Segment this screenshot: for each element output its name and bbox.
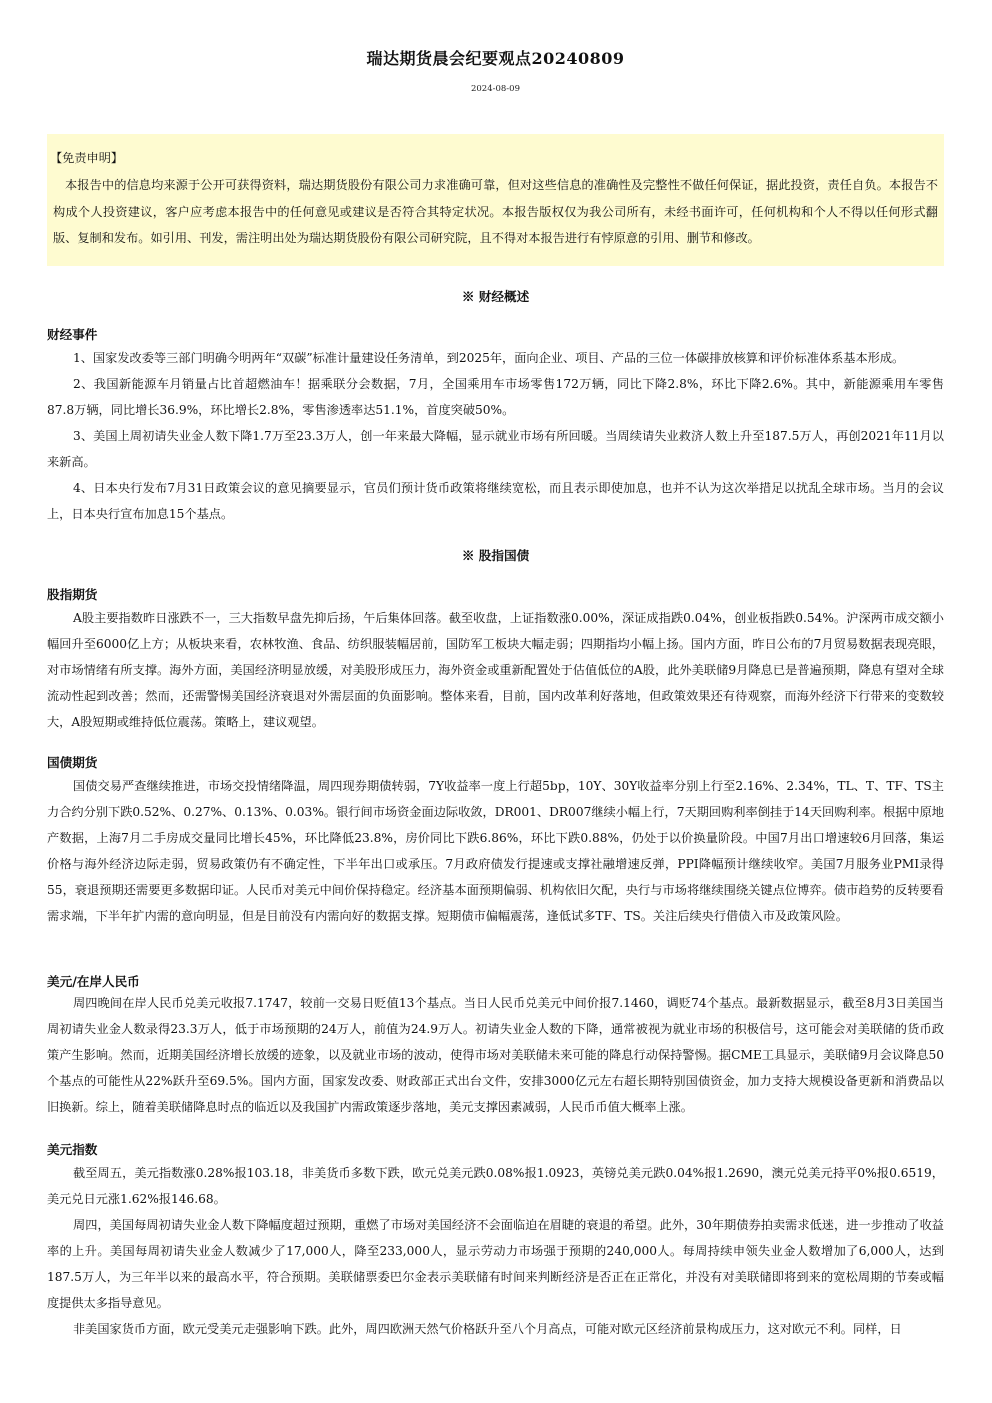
- usd-cny-text: 周四晚间在岸人民币兑美元收报7.1747，较前一交易日贬值13个基点。当日人民币兑美元中间价报7.1460，调贬74个基点。最新数据显示，截至8月3日美国当周初请失业金人数录得23.3万人，低于市场预期的24万人，前值为24.9万人。初请失业金人数的下降，通常被视为就业市场的积极信号，这可能会对美联储的货币政策产生影响。然而，近期美国经济增长放缓的迹象，以及就业市场的波动，使得市场对美联储未来可能的降息行动保持警惕。据CME工具显示，美联储9月会议降息50个基点的可能性从22%跃升至69.5%。国内方面，国家发改委、财政部正式出台文件，安排3000亿元左右超长期特别国债资金，加力支持大规模设备更新和消费品以旧换新。综上，随着美联储降息时点的临近以及我国扩内需政策逐步落地，美元支撑因素减弱，人民币币值大概率上涨。: [47, 996, 944, 1114]
- usd-index-heading: 美元指数: [47, 1142, 98, 1157]
- finance-event-item: 4、日本央行发布7月31日政策会议的意见摘要显示，官员们预计货币政策将继续宽松，而且表示即使加息，也并不认为这次举措足以扰乱全球市场。当月的会议上，日本央行宣布加息15个基点。: [47, 481, 944, 521]
- finance-events-heading: 财经事件: [47, 327, 98, 342]
- finance-event-item: 1、国家发改委等三部门明确今明两年“双碳”标准计量建设任务清单，到2025年，面向企业、项目、产品的三位一体碳排放核算和评价标准体系基本形成。: [73, 351, 905, 365]
- bond-futures-heading: 国债期货: [47, 755, 98, 770]
- usd-cny-heading: 美元/在岸人民币: [47, 974, 140, 989]
- disclaimer-box: [47, 134, 944, 266]
- disclaimer-text: 本报告中的信息均来源于公开可获得资料，瑞达期货股份有限公司力求准确可靠，但对这些信息的准确性及完整性不做任何保证，据此投资，责任自负。本报告不构成个人投资建议，客户应考虑本报告中的任何意见或建议是否符合其特定状况。本报告版权仅为我公司所有，未经书面许可，任何机构和个人不得以任何形式翻版、复制和发布。如引用、刊发，需注明出处为瑞达期货股份有限公司研究院，且不得对本报告进行有悖原意的引用、删节和修改。: [53, 178, 938, 245]
- usd-index-paragraph: 周四，美国每周初请失业金人数下降幅度超过预期，重燃了市场对美国经济不会面临迫在眉睫的衰退的希望。此外，30年期债券拍卖需求低迷，进一步推动了收益率的上升。美国每周初请失业金人数减少了17,000人，降至233,000人，显示劳动力市场强于预期的240,000人。每周持续申领失业金人数增加了6,000人，达到187.5万人，为三年半以来的最高水平，符合预期。美联储票委巴尔金表示美联储有时间来判断经济是否正在正常化，并没有对美联储即将到来的宽松周期的节奏或幅度提供太多指导意见。: [47, 1218, 944, 1310]
- disclaimer-title: 【免责申明】: [50, 151, 124, 165]
- finance-event-item: 2、我国新能源车月销量占比首超燃油车！据乘联分会数据，7月，全国乘用车市场零售172万辆，同比下降2.8%，环比下降2.6%。其中，新能源乘用车零售87.8万辆，同比增长36.9%，环比增长2.8%，零售渗透率达51.1%，首度突破50%。: [47, 377, 944, 417]
- section-finance-overview: ※ 财经概述: [461, 289, 530, 304]
- finance-event-item: 3、美国上周初请失业金人数下降1.7万至23.3万人，创一年来最大降幅，显示就业市场有所回暖。当周续请失业救济人数上升至187.5万人，再创2021年11月以来新高。: [47, 429, 944, 469]
- usd-index-paragraph: 非美国家货币方面，欧元受美元走强影响下跌。此外，周四欧洲天然气价格跃升至八个月高点，可能对欧元区经济前景构成压力，这对欧元不利。同样，日: [73, 1322, 902, 1336]
- report-title: 瑞达期货晨会纪要观点20240809: [366, 49, 625, 68]
- usd-index-paragraph: 截至周五，美元指数涨0.28%报103.18，非美货币多数下跌，欧元兑美元跌0.08%报1.0923，英镑兑美元跌0.04%报1.2690，澳元兑美元持平0%报0.6519，美元兑日元涨1.62%报146.68。: [47, 1166, 944, 1206]
- stock-futures-heading: 股指期货: [47, 587, 98, 602]
- stock-futures-text: A股主要指数昨日涨跌不一，三大指数早盘先抑后扬，午后集体回落。截至收盘，上证指数涨0.00%，深证成指跌0.04%，创业板指跌0.54%。沪深两市成交额小幅回升至6000亿上方；从板块来看，农林牧渔、食品、纺织服装幅居前，国防军工板块大幅走弱；四期指均小幅上扬。国内方面，昨日公布的7月贸易数据表现亮眼，对市场情绪有所支撑。海外方面，美国经济明显放缓，对美股形成压力，海外资金或重新配置处于估值低位的A股，此外美联储9月降息已是普遍预期，降息有望对全球流动性起到改善；然而，还需警惕美国经济衰退对外需层面的负面影响。整体来看，目前，国内改革利好落地，但政策效果还有待观察，而海外经济下行带来的变数较大，A股短期或维持低位震荡。策略上，建议观望。: [47, 611, 944, 729]
- section-stock-bond: ※ 股指国债: [461, 548, 530, 563]
- bond-futures-text: 国债交易严查继续推进，市场交投情绪降温，周四现券期债转弱，7Y收益率一度上行超5bp，10Y、30Y收益率分别上行至2.16%、2.34%，TL、T、TF、TS主力合约分别下跌0.52%、0.27%、0.13%、0.03%。银行间市场资金面边际收敛，DR001、DR007继续小幅上行，7天期回购利率倒挂于14天回购利率。根据中原地产数据，上海7月二手房成交量同比增长45%，环比降低23.8%，房价同比下跌6.86%，环比下跌0.88%，仍处于以价换量阶段。中国7月出口增速较6月回落，集运价格与海外经济边际走弱，贸易政策仍有不确定性，下半年出口或承压。7月政府债发行提速或支撑社融增速反弹，PPI降幅预计继续收窄。美国7月服务业PMI录得55，衰退预期还需要更多数据印证。人民币对美元中间价保持稳定。经济基本面预期偏弱、机构依旧欠配，央行与市场将继续围绕关键点位博弈。债市趋势的反转要看需求端，下半年扩内需的意向明显，但是目前没有内需向好的数据支撑。短期债市偏幅震荡，逢低试多TF、TS。关注后续央行借债入市及政策风险。: [47, 779, 944, 923]
- report-date: 2024-08-09: [470, 84, 520, 94]
